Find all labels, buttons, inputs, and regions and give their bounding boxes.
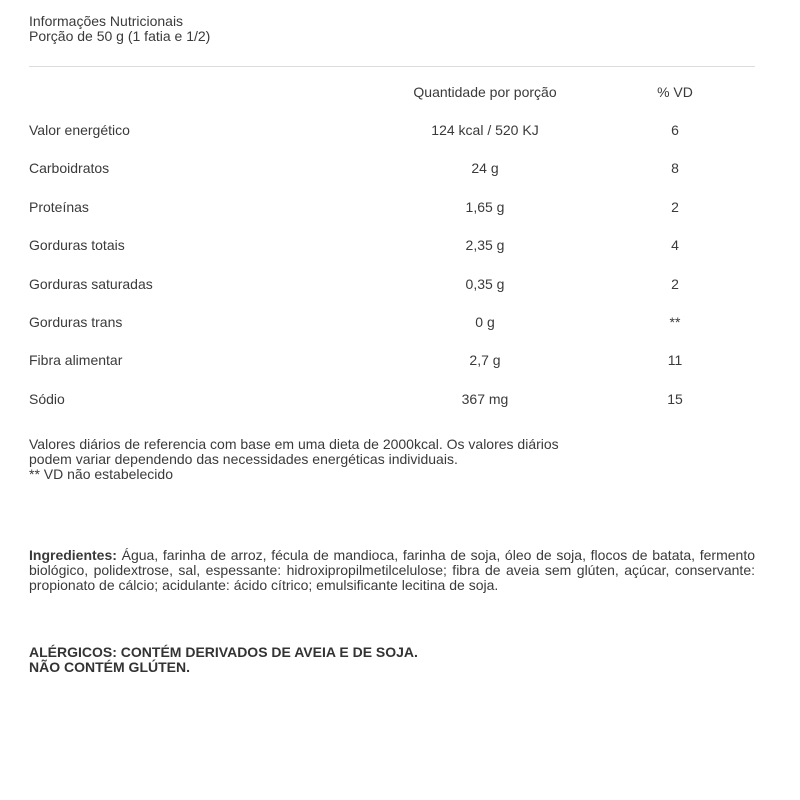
nutrient-vd: 2 [671, 275, 679, 292]
nutrition-page [29, 14, 755, 675]
allergens-contains: ALÉRGICOS: CONTÉM DERIVADOS DE AVEIA E DE SOJA. [29, 644, 418, 661]
nutrient-name: Gorduras totais [29, 237, 125, 254]
header-quantity: Quantidade por porção [413, 84, 557, 100]
nutrient-vd: 8 [671, 160, 679, 177]
table-header-row [29, 84, 755, 122]
notes-line: podem variar dependendo das necessidades energéticas individuais. [29, 451, 458, 468]
table-row [29, 276, 755, 314]
nutrient-name: Carboidratos [29, 160, 110, 177]
table-row [29, 314, 755, 352]
nutrient-name: Valor energético [29, 122, 130, 138]
nutrient-vd: 4 [671, 237, 679, 254]
nutrient-vd: 6 [671, 122, 679, 138]
nutrient-quantity: 0 g [475, 313, 495, 330]
table-row [29, 237, 755, 275]
header-divider [29, 66, 755, 67]
allergens-block [29, 645, 755, 675]
table-row [29, 199, 755, 237]
notes-line: Valores diários de referencia com base em uma dieta de 2000kcal. Os valores diários [29, 436, 559, 453]
nutrient-quantity: 1,65 g [465, 198, 505, 215]
nutrient-vd: 2 [671, 198, 679, 215]
nutrient-vd: 11 [667, 352, 683, 369]
allergens-gluten-free: NÃO CONTÉM GLÚTEN. [29, 659, 190, 676]
nutrient-name: Sódio [29, 390, 65, 407]
table-row [29, 352, 755, 390]
ingredients-text: Água, farinha de arroz, fécula de mandioca, farinha de soja, óleo de soja, flocos de batata, fermento biológico, polidextrose, sal, espessante: hidroxipropilmetilcelulose; fibra de aveia sem glúten, açúcar, conservante: propionato de cálcio; acidulante: ácido cítrico; emulsificante lecitina de soja. [29, 547, 755, 594]
nutrition-title: Informações Nutricionais [29, 13, 184, 29]
header-vd: % VD [657, 84, 693, 100]
nutrient-quantity: 367 mg [461, 390, 509, 407]
nutrient-name: Fibra alimentar [29, 352, 123, 369]
nutrient-name: Proteínas [29, 198, 89, 215]
nutrient-quantity: 124 kcal / 520 KJ [431, 122, 539, 138]
nutrient-quantity: 2,35 g [465, 237, 505, 254]
portion-size: Porção de 50 g (1 fatia e 1/2) [29, 28, 211, 44]
notes-footnote: ** VD não estabelecido [29, 466, 173, 483]
nutrition-header [29, 14, 755, 44]
ingredients-paragraph [29, 548, 755, 593]
nutrient-name: Gorduras trans [29, 313, 123, 330]
nutrient-vd: 15 [667, 390, 683, 407]
table-row [29, 391, 755, 429]
nutrition-table [29, 84, 755, 429]
nutrient-quantity: 2,7 g [469, 352, 501, 369]
nutrient-name: Gorduras saturadas [29, 275, 153, 292]
nutrient-quantity: 0,35 g [465, 275, 505, 292]
table-row [29, 160, 755, 198]
nutrient-quantity: 24 g [471, 160, 499, 177]
table-row [29, 122, 755, 160]
daily-value-notes [29, 437, 629, 482]
ingredients-label: Ingredientes: [29, 547, 117, 564]
nutrient-vd: ** [669, 313, 681, 330]
